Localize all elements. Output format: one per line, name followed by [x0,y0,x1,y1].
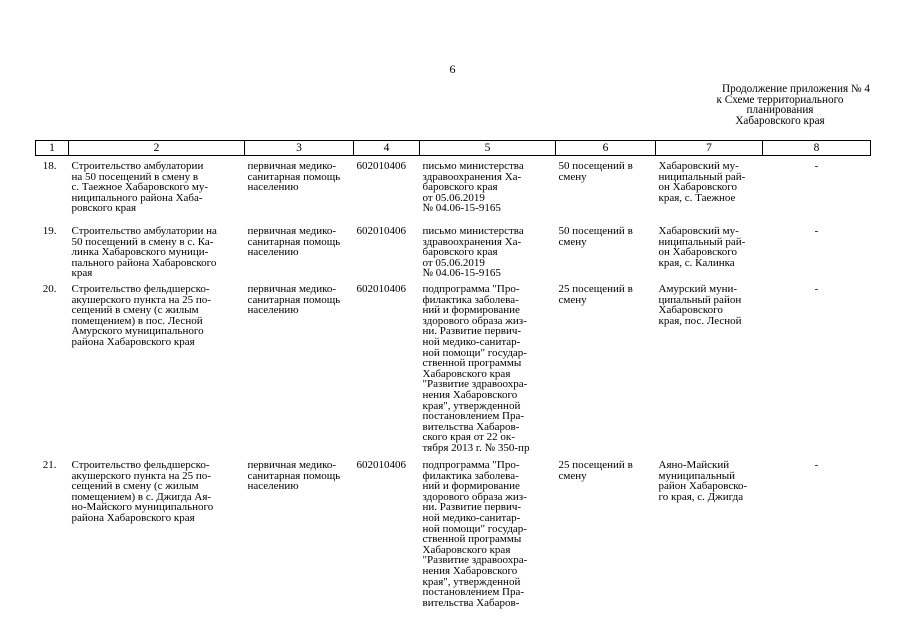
cell-line: от 05.06.2019 [422,256,485,269]
capacity-cell [556,279,656,455]
cell-line: 50 посещений в [558,225,633,237]
location-cell [656,455,763,620]
table-row [36,455,871,620]
column-header: 7 [656,141,763,156]
object-purpose-cell [245,279,354,455]
cell-line: акушерского пункта на 25 по- [71,469,211,482]
cell-line: письмо министерства [422,160,524,172]
cell-line: ниципальный рай- [658,170,746,183]
cell-line: № 04.06-15-9165 [422,267,501,279]
column-header: 3 [245,141,354,156]
column8-cell: - [814,282,819,295]
cell-line: Хабаровского края [422,367,511,380]
capacity-cell [556,156,656,222]
cell-line: ципальный район [658,293,742,306]
object-purpose-cell [245,156,354,222]
cell-line: ственной программы [422,533,522,546]
cell-line: ственной программы [422,357,522,370]
location-cell [656,156,763,222]
continuation-line: к Схеме территориального [716,93,844,106]
cell-line: смену [558,235,587,248]
cell-line: Хабаровский му- [658,160,739,172]
object-code-cell: 602010406 [356,282,406,295]
cell-line: края, пос. Лесной [658,314,742,327]
column8-cell: - [814,160,819,172]
cell-line: населению [247,246,299,259]
cell-line: края, с. Калинка [658,256,735,269]
cell-line: смену [558,170,587,183]
cell-line: помещением) в с. Джигда Ая- [71,490,212,503]
object-name-cell [69,156,245,222]
cell-line: Амурский муни- [658,282,738,295]
cell-line: район Хабаровско- [658,480,748,493]
cell-line: края, с. Таежное [658,191,736,204]
object-name-cell [69,455,245,620]
capacity-cell [556,455,656,620]
cell-line: 25 посещений в [558,458,633,471]
cell-line: района Хабаровского края [71,335,195,348]
cell-line: санитарная помощь [247,235,341,248]
cell-line: нения Хабаровского [422,564,518,577]
cell-line: ний и формирование [422,304,520,317]
cell-line: ского края от 22 ок- [422,431,515,444]
cell-line: здорового образа жиз- [422,314,527,327]
cell-line: вительства Хабаров- [422,420,520,433]
cell-line: он Хабаровского [658,246,737,259]
cell-line: постановлением Пра- [422,410,525,423]
cell-line: района Хабаровского края [71,511,195,524]
cell-line: помещением) в пос. Лесной [71,314,203,327]
cell-line: подпрограмма "Про- [422,458,520,471]
cell-line: 50 посещений в смену в с. Ка- [71,235,214,248]
cell-line: здорового образа жиз- [422,490,527,503]
basis-document-cell [420,156,556,222]
cell-line: ний и формирование [422,480,520,493]
cell-line: баровского края [422,181,498,194]
cell-line: Строительство амбулатории на [71,225,217,237]
cell-line: здравоохранения Ха- [422,170,522,183]
cell-line: населению [247,304,299,317]
object-purpose-cell [245,221,354,279]
basis-document-cell [420,279,556,455]
column-header: 5 [420,141,556,156]
cell-line: ной медико-санитар- [422,511,521,524]
cell-line: № 04.06-15-9165 [422,202,501,215]
cell-line: ни. Развитие первич- [422,325,522,338]
column-header: 2 [69,141,245,156]
continuation-line: Продолжение приложения № 4 [722,83,870,95]
cell-line: смену [558,469,587,482]
continuation-line: планирования [746,104,814,117]
column8-cell: - [814,225,819,237]
objects-table [35,140,871,620]
location-cell [656,279,763,455]
cell-line: санитарная помощь [247,293,341,306]
cell-line: санитарная помощь [247,469,341,482]
object-code-cell: 602010406 [356,160,406,172]
cell-line: санитарная помощь [247,170,341,183]
cell-line: первичная медико- [247,282,337,295]
cell-line: первичная медико- [247,225,337,237]
capacity-cell [556,221,656,279]
cell-line: ной медико-санитар- [422,335,521,348]
cell-line: постановлением Пра- [422,586,525,599]
cell-line: вительства Хабаров- [422,596,520,609]
cell-line: но-Майского муниципального [71,501,214,514]
cell-line: ной помощи" государ- [422,346,527,359]
cell-line: муниципальный [658,469,736,482]
column8-cell: - [814,458,819,471]
cell-line: баровского края [422,246,498,259]
cell-line: на 50 посещений в смену в [71,170,199,183]
cell-line: "Развитие здравоохра- [422,378,528,391]
cell-line: от 05.06.2019 [422,191,485,204]
cell-line: края", утвержденной [422,399,521,412]
object-name-cell [69,221,245,279]
cell-line: Строительство фельдшерско- [71,458,210,471]
row-number-cell: 20. [42,282,57,295]
cell-line: Хабаровский му- [658,225,739,237]
cell-line: первичная медико- [247,160,337,172]
cell-line: Хабаровского края [422,543,511,556]
cell-line: ни. Развитие первич- [422,501,522,514]
cell-line: "Развитие здравоохра- [422,554,528,567]
cell-line: Строительство фельдшерско- [71,282,210,295]
object-code-cell: 602010406 [356,458,406,471]
location-cell [656,221,763,279]
page-number: 6 [449,62,456,76]
cell-line: линка Хабаровского муници- [71,246,209,259]
row-number-cell: 19. [42,225,57,237]
cell-line: Аяно-Майский [658,458,730,471]
cell-line: подпрограмма "Про- [422,282,520,295]
column-header: 8 [763,141,871,156]
column-header: 4 [354,141,420,156]
cell-line: первичная медико- [247,458,337,471]
cell-line: края", утвержденной [422,575,521,588]
cell-line: ниципальный рай- [658,235,746,248]
cell-line: 50 посещений в [558,160,633,172]
cell-line: ровского края [71,202,137,215]
cell-line: Амурского муниципального [71,325,204,338]
cell-line: ной помощи" государ- [422,522,527,535]
appendix-continuation-note [690,84,870,126]
cell-line: сещений в смену (с жилым [71,480,199,493]
table-row [36,221,871,279]
cell-line: смену [558,293,587,306]
cell-line: нения Хабаровского [422,388,518,401]
table-row [36,279,871,455]
cell-line: ниципального района Хаба- [71,191,203,204]
cell-line: населению [247,480,299,493]
cell-line: тября 2013 г. № 350-пр [422,441,530,454]
cell-line: пального района Хабаровского [71,256,217,269]
cell-line: здравоохранения Ха- [422,235,522,248]
table-row [36,156,871,222]
table-header-row [36,141,871,156]
cell-line: Хабаровского [658,304,723,317]
cell-line: письмо министерства [422,225,524,237]
object-name-cell [69,279,245,455]
column-header: 1 [36,141,69,156]
cell-line: края [71,267,93,279]
cell-line: го края, с. Джигда [658,490,744,503]
cell-line: филактика заболева- [422,293,519,306]
continuation-line: Хабаровского края [735,114,825,127]
basis-document-cell [420,221,556,279]
basis-document-cell [420,455,556,620]
cell-line: 25 посещений в [558,282,633,295]
row-number-cell: 21. [42,458,57,471]
cell-line: Строительство амбулатории [71,160,204,172]
cell-line: сещений в смену (с жилым [71,304,199,317]
cell-line: акушерского пункта на 25 по- [71,293,211,306]
cell-line: населению [247,181,299,194]
row-number-cell: 18. [42,160,57,172]
column-header: 6 [556,141,656,156]
object-code-cell: 602010406 [356,225,406,237]
cell-line: с. Таежное Хабаровского му- [71,181,209,194]
object-purpose-cell [245,455,354,620]
cell-line: филактика заболева- [422,469,519,482]
cell-line: он Хабаровского [658,181,737,194]
